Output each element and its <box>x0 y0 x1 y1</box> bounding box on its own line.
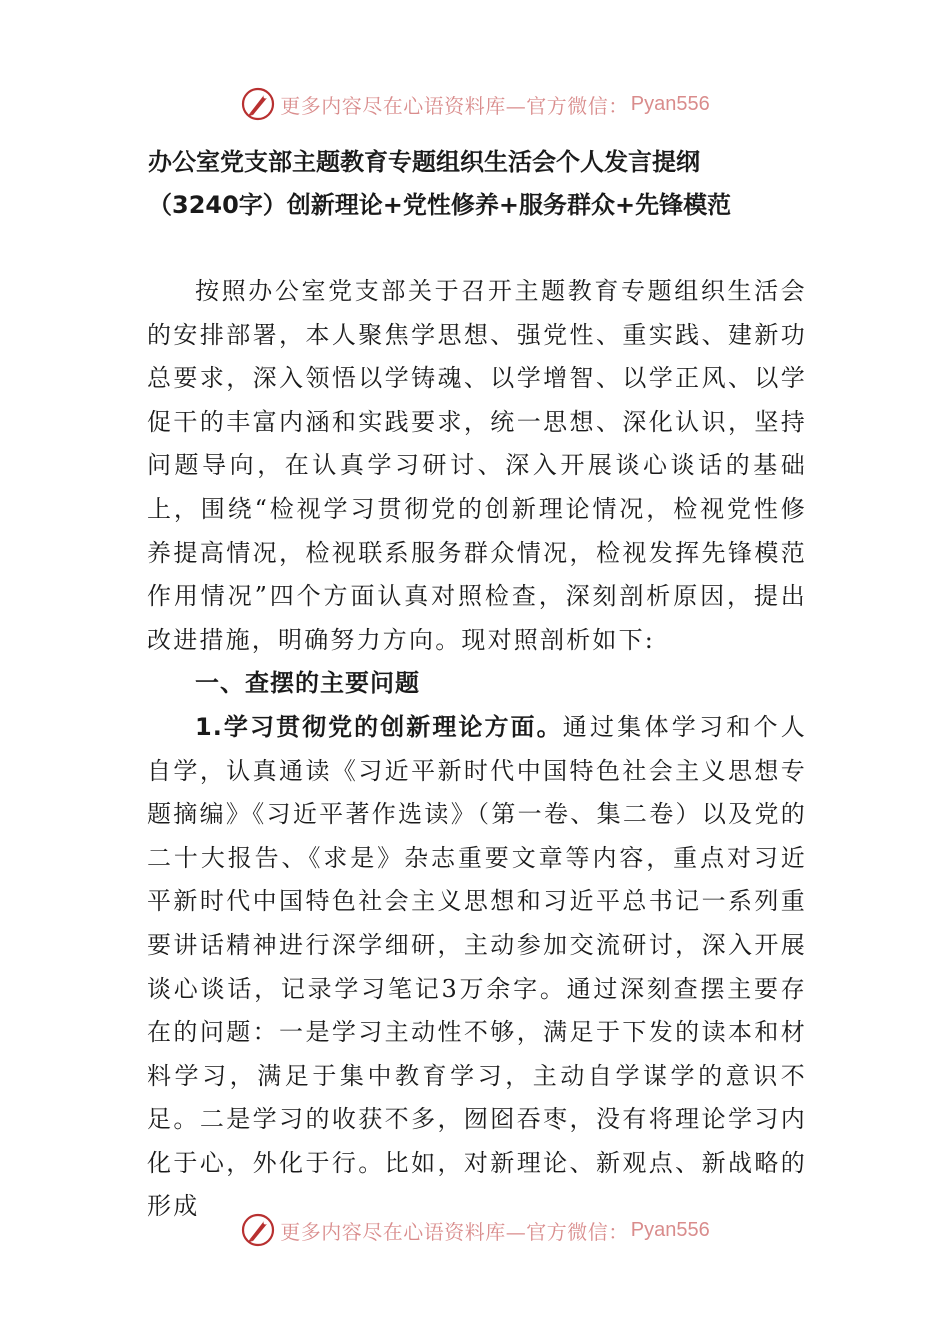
item-lead: 1.学习贯彻党的创新理论方面。 <box>195 712 563 741</box>
watermark-wechat-id: Pyan556 <box>630 92 710 115</box>
section-heading: 一、查摆的主要问题 <box>195 669 420 698</box>
watermark-wechat-id: Pyan556 <box>630 1218 710 1241</box>
document-title-line-1: 办公室党支部主题教育专题组织生活会个人发言提纲 <box>148 148 700 176</box>
pen-nib-logo-icon <box>240 86 276 122</box>
watermark-text: 更多内容尽在心语资料库—官方微信： <box>280 1219 629 1244</box>
document-body <box>147 270 807 1229</box>
watermark-text: 更多内容尽在心语资料库—官方微信： <box>280 93 629 118</box>
pen-nib-logo-icon <box>240 1212 276 1248</box>
intro-paragraph: 按照办公室党支部关于召开主题教育专题组织生活会的安排部署，本人聚焦学思想、强党性、重实践、建新功总要求，深入领悟以学铸魂、以学增智、以学正风、以学促干的丰富内涵和实践要求，统一思想、深化认识，坚持问题导向，在认真学习研讨、深入开展谈心谈话的基础上，围绕“检视学习贯彻党的创新理论情况，检视党性修养提高情况，检视联系服务群众情况，检视发挥先锋模范作用情况”四个方面认真对照检查，深刻剖析原因，提出改进措施，明确努力方向。现对照剖析如下: <box>147 277 807 654</box>
item-text: 通过集体学习和个人自学，认真通读《习近平新时代中国特色社会主义思想专题摘编》《习近平著作选读》（第一卷、集二卷）以及党的二十大报告、《求是》杂志重要文章等内容，重点对习近平新时代中国特色社会主义思想和习近平总书记一系列重要讲话精神进行深学细研，主动参加交流研讨，深入开展谈心谈话，记录学习笔记3万余字。通过深刻查摆主要存在的问题：一是学习主动性不够，满足于下发的读本和材料学习，满足于集中教育学习，主动自学谋学的意识不足。二是学习的收获不多，囫囵吞枣，没有将理论学习内化于心，外化于行。比如，对新理论、新观点、新战略的形成 <box>147 712 807 1221</box>
watermark-bottom <box>0 1208 950 1252</box>
watermark-top <box>0 82 950 126</box>
item-paragraph <box>147 706 807 1229</box>
document-title-line-2: （3240字）创新理论+党性修养+服务群众+先锋模范 <box>148 191 732 219</box>
